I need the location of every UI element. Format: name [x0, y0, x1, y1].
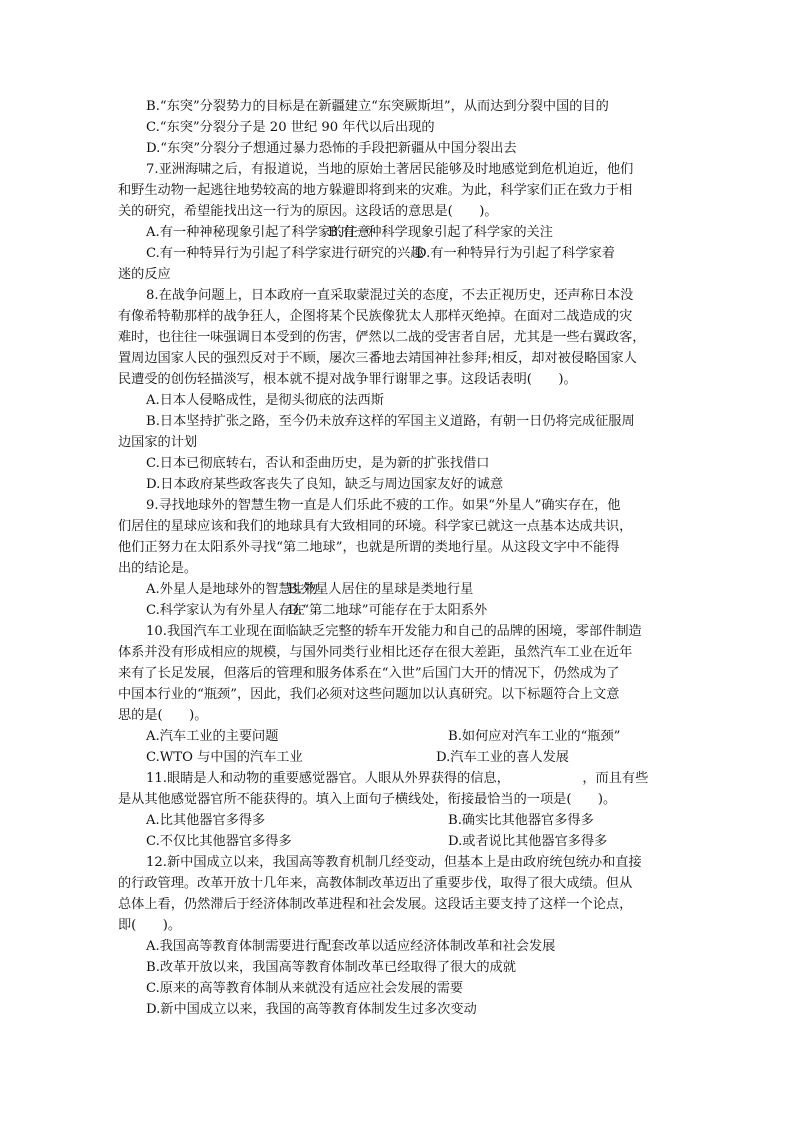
options-row: [118, 726, 678, 747]
question-8-line: 民遭受的创伤轻描淡写，根本就不提对战争罪行谢罪之事。这段话表明( )。: [118, 372, 577, 387]
option-d: D.新中国成立以来，我国的高等教育体制发生过多次变动: [146, 1002, 477, 1017]
question-10-line: 思的是( )。: [118, 708, 208, 723]
option-d-q6: D.“东突”分裂分子想通过暴力恐怖的手段把新疆从中国分裂出去: [146, 141, 517, 156]
question-8-line: 8.在战争问题上，日本政府一直采取蒙混过关的态度，不去正视历史，还声称日本没: [146, 288, 634, 303]
question-9-line: 他们正努力在太阳系外寻找“第二地球”，也就是所谓的类地行星。从这段文字中不能得: [118, 540, 620, 555]
option-c-q6: C.“东突”分裂分子是 20 世纪 90 年代以后出现的: [146, 120, 435, 135]
question-9-line: 9.寻找地球外的智慧生物一直是人们乐此不疲的工作。如果“外星人”确实存在，他: [146, 498, 621, 513]
option-d: D.日本政府某些政客丧失了良知，缺乏与周边国家友好的诚意: [146, 477, 504, 492]
question-12-line: 总体上看，仍然滞后于经济体制改革进程和社会发展。这段话主要支持了这样一个论点，: [118, 897, 633, 912]
options-row: [118, 579, 678, 600]
option-b: B.有一种科学现象引起了科学家的关注: [328, 225, 553, 240]
question-8-line: 难时，也往往一味强调日本受到的伤害，俨然以二战的受害者自居，尤其是一些右翼政客，: [118, 330, 646, 345]
question-9-line: 出的结论是。: [118, 561, 198, 576]
option-a: A.日本人侵略成性，是彻头彻底的法西斯: [146, 393, 384, 408]
question-12-line: 12.新中国成立以来，我国高等教育机制几经变动，但基本上是由政府统包统办和直接: [146, 855, 642, 870]
option-c: C.不仅比其他器官多得多: [146, 834, 292, 849]
options-row: [118, 747, 678, 768]
option-b: B.改革开放以来，我国高等教育体制改革已经取得了很大的成就: [146, 960, 516, 975]
question-10-line: 体系并没有形成相应的规模，与国外同类行业相比还存在很大差距，虽然汽车工业在近年: [118, 645, 633, 660]
question-8-line: 有像希特勒那样的战争狂人，企图将某个民族像犹太人那样灭绝掉。在面对二战造成的灾: [118, 309, 633, 324]
option-a: A.比其他器官多得多: [146, 813, 266, 828]
option-b: B.日本坚持扩张之路，至今仍未放弃这样的军国主义道路，有朝一日仍将完成征服周: [146, 414, 635, 429]
exam-page: [118, 96, 678, 1020]
option-a: A.我国高等教育体制需要进行配套改革以适应经济体制改革和社会发展: [146, 939, 556, 954]
option-c: C.日本已彻底转右，否认和歪曲历史，是为新的扩张找借口: [146, 456, 490, 471]
option-b-q6: B.“东突”分裂势力的目标是在新疆建立“东突厥斯坦”，从而达到分裂中国的目的: [146, 99, 609, 114]
options-row: [118, 222, 678, 243]
option-a: A.外星人是地球外的智慧生物: [146, 582, 318, 597]
question-10-line: 10.我国汽车工业现在面临缺乏完整的轿车开发能力和自己的品牌的困境，零部件制造: [146, 624, 642, 639]
option-c: C.WTO 与中国的汽车工业: [146, 750, 303, 765]
option-c: C.有一种特异行为引起了科学家进行研究的兴趣: [146, 246, 424, 261]
option-c: C.科学家认为有外星人存在: [146, 603, 305, 618]
option-b: B.确实比其他器官多得多: [448, 813, 594, 828]
option-d: D.有一种特异行为引起了科学家着: [416, 246, 615, 261]
question-11-line: 11.眼睛是人和动物的重要感觉器官。人眼从外界获得的信息， ，而且有些: [146, 771, 649, 786]
options-row: [118, 831, 678, 852]
question-12-line: 即( )。: [118, 918, 182, 933]
option-c: C.原来的高等教育体制从来就没有适应社会发展的需要: [146, 981, 464, 996]
option-a: A.汽车工业的主要问题: [146, 729, 279, 744]
option-b-continuation: 边国家的计划: [118, 435, 198, 450]
option-b: B.外星人居住的星球是类地行星: [288, 582, 474, 597]
question-7-line: 和野生动物一起逃往地势较高的地方躲避即将到来的灾难。为此，科学家们正在致力于相: [118, 183, 633, 198]
options-row: [118, 600, 678, 621]
option-d: D.汽车工业的喜人发展: [436, 750, 569, 765]
option-d: D.或者说比其他器官多得多: [448, 834, 608, 849]
option-a: A.有一种神秘现象引起了科学家的注意: [146, 225, 371, 240]
options-row: [118, 243, 678, 264]
options-row: [118, 810, 678, 831]
question-10-line: 中国本行业的“瓶颈”，因此，我们必须对这些问题加以认真研究。以下标题符合上文意: [118, 687, 620, 702]
question-12-line: 的行政管理。改革开放十几年来，高教体制改革迈出了重要步伐，取得了很大成绩。但从: [118, 876, 633, 891]
question-11-line: 是从其他感觉器官所不能获得的。填入上面句子横线处，衔接最恰当的一项是( )。: [118, 792, 617, 807]
question-7-line: 关的研究，希望能找出这一行为的原因。这段话的意思是( )。: [118, 204, 498, 219]
option-d-continuation: 迷的反应: [118, 267, 171, 282]
question-10-line: 来有了长足发展，但落后的管理和服务体系在“入世”后国门大开的情况下，仍然成为了: [118, 666, 620, 681]
question-7-line: 7.亚洲海啸之后，有报道说，当地的原始土著居民能够及时地感觉到危机迫近，他们: [146, 162, 634, 177]
question-8-line: 置周边国家人民的强烈反对于不顾，屡次三番地去靖国神社参拜;相反，却对被侵略国家人: [118, 351, 637, 366]
option-b: B.如何应对汽车工业的“瓶颈”: [448, 729, 621, 744]
option-d: D.“第二地球”可能存在于太阳系外: [288, 603, 488, 618]
question-9-line: 们居住的星球应该和我们的地球具有大致相同的环境。科学家已就这一点基本达成共识，: [118, 519, 633, 534]
